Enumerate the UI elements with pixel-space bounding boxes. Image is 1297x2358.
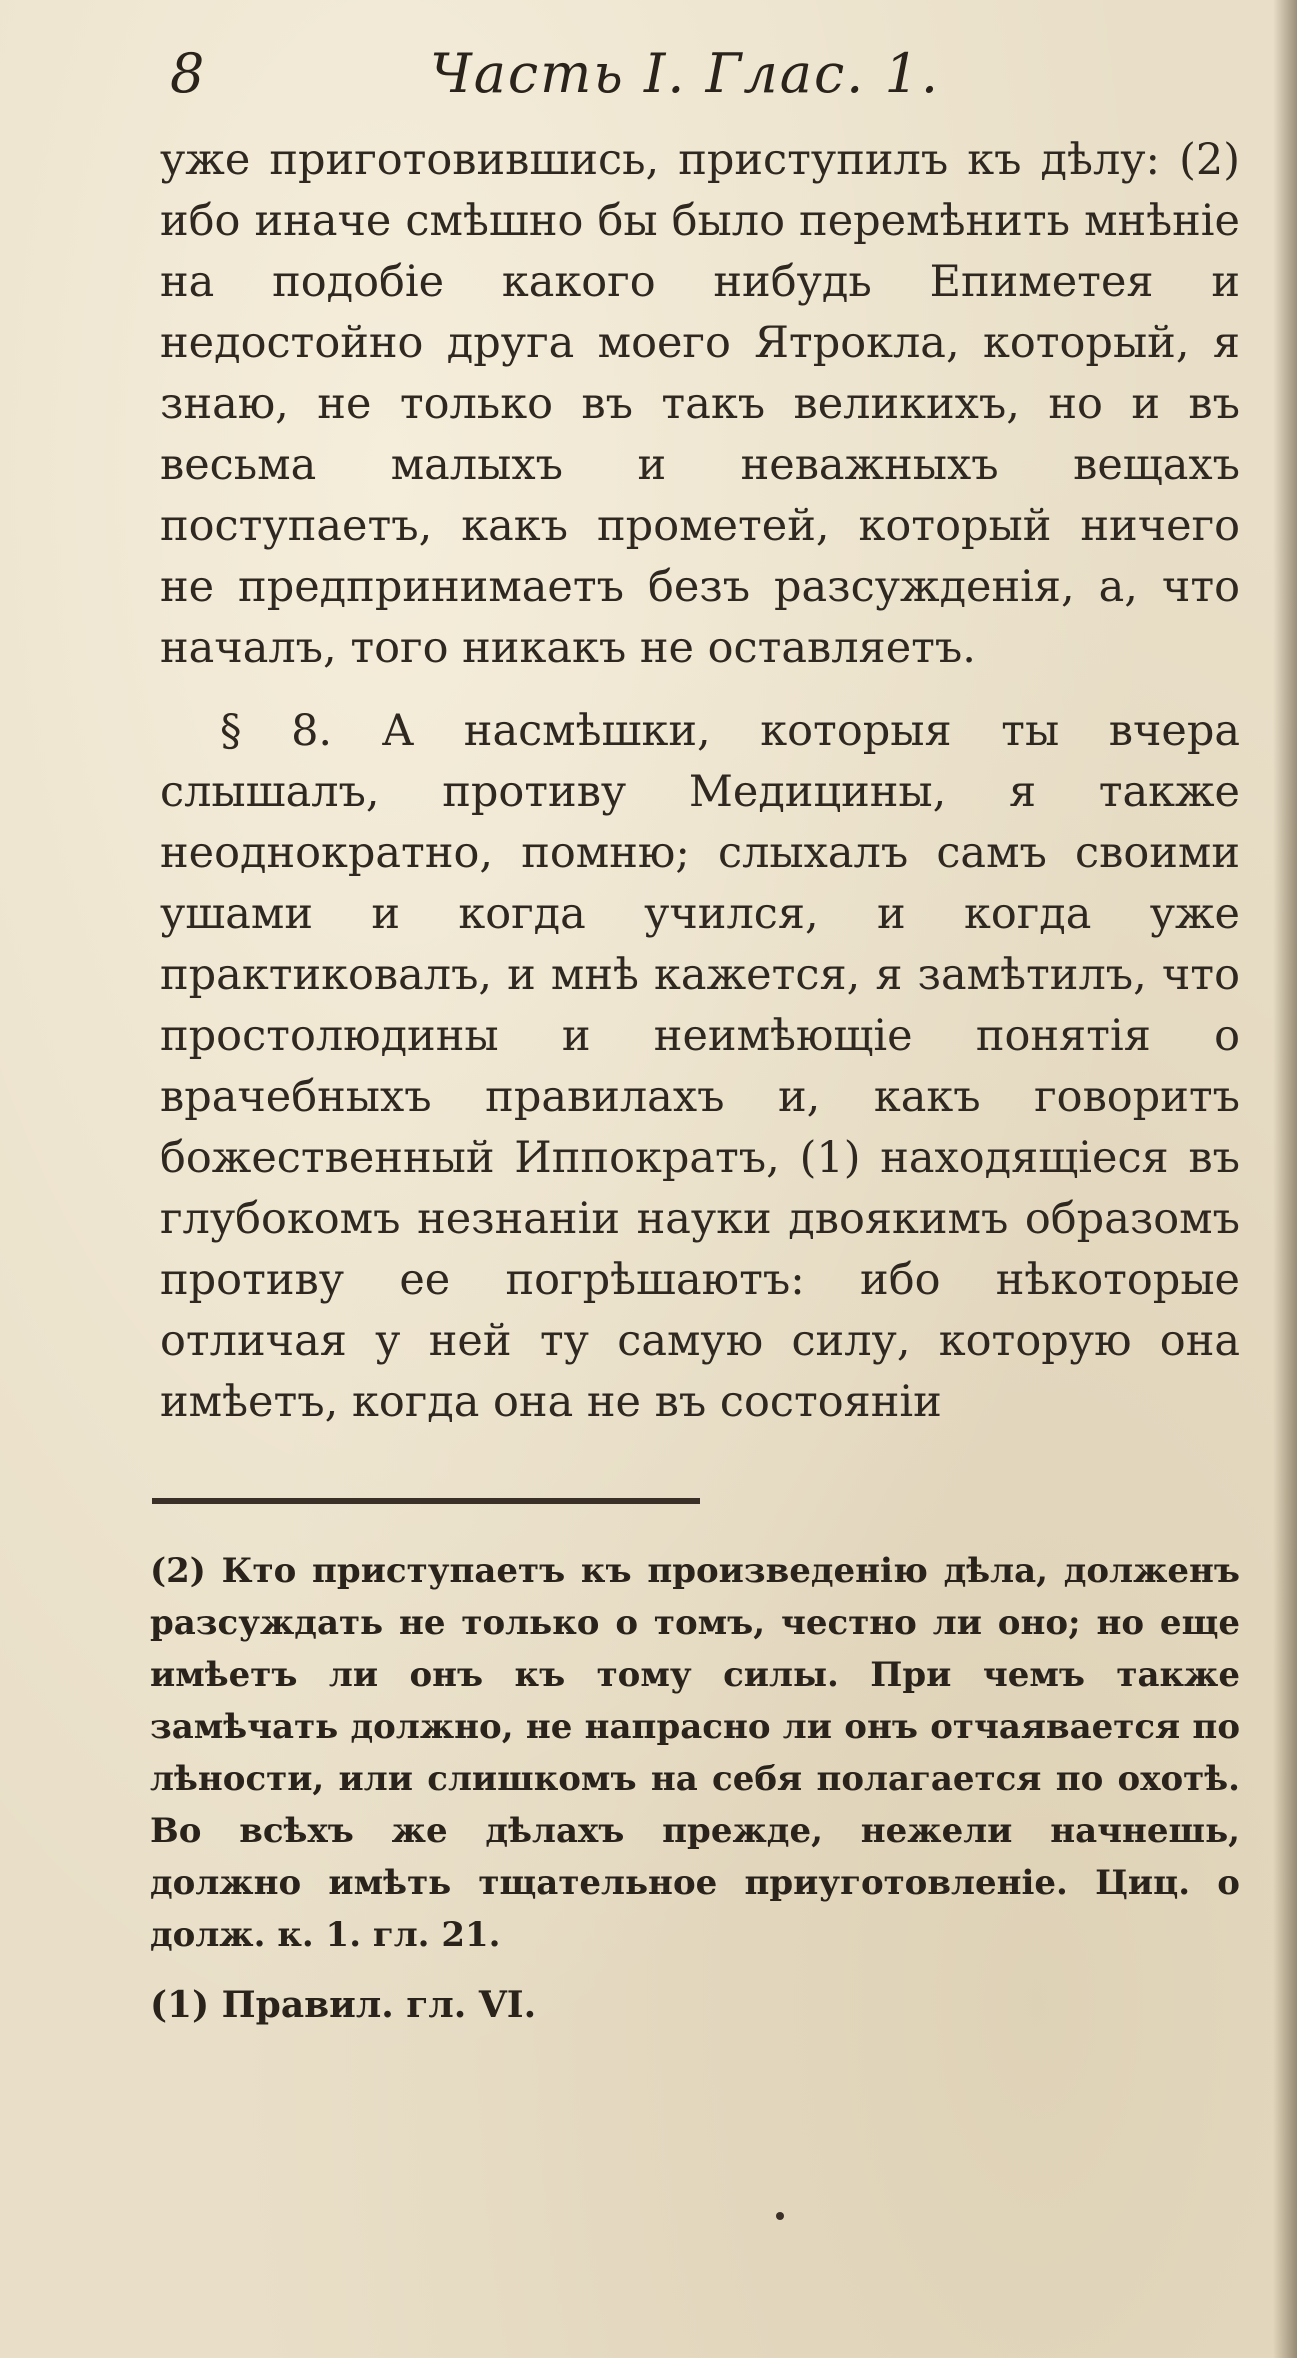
footnote-2: (2) Кто приступаетъ къ произведенію дѣла, долженъ разсуждать не только о томъ, честно ли оно; но еще имѣетъ ли онъ къ тому силы. При чемъ также замѣчать должно, не напрасно ли онъ отчаявается по лѣности, или слишкомъ на себя полагается по охотѣ. Во всѣхъ же дѣлахъ прежде, нежели начнешь, должно имѣть тщательное приуготовленіе. Циц. о долж. к. 1. гл. 21.: [150, 1551, 1240, 1955]
page-number: 8: [170, 42, 205, 105]
footnote-1: (1) Правил. гл. VI.: [150, 1984, 537, 2026]
ink-dot: [776, 2212, 784, 2220]
page-edge-shadow: [1273, 0, 1297, 2358]
running-title: Часть I. Глас. 1.: [430, 42, 941, 105]
main-text: [160, 130, 1240, 1433]
page-header: [170, 42, 1170, 122]
footnote-separator: [152, 1498, 700, 1504]
paragraph-2: § 8. А насмѣшки, которыя ты вчера слышалъ, противу Медицины, я также неоднократно, помню; слыхалъ самъ своими ушами и когда учился, и когда уже практиковалъ, и мнѣ кажется, я замѣтилъ, что простолюдины и неимѣющіе понятія о врачебныхъ правилахъ и, какъ говоритъ божественный Иппократъ, (1) находящіеся въ глубокомъ незнаніи науки двоякимъ образомъ противу ее погрѣшаютъ: ибо нѣкоторые отличая у ней ту самую силу, которую она имѣетъ, когда она не въ состояніи: [160, 706, 1240, 1427]
footnotes: [150, 1545, 1240, 2031]
paragraph-1: уже приготовившись, приступилъ къ дѣлу: (2) ибо иначе смѣшно бы было перемѣнить мнѣніе на подобіе какого нибудь Епиметея и недостойно друга моего Ятрокла, который, я знаю, не только въ такъ великихъ, но и въ весьма малыхъ и неважныхъ вещахъ поступаетъ, какъ прометей, который ничего не предпринимаетъ безъ разсужденія, а, что началъ, того никакъ не оставляетъ.: [160, 135, 1240, 673]
